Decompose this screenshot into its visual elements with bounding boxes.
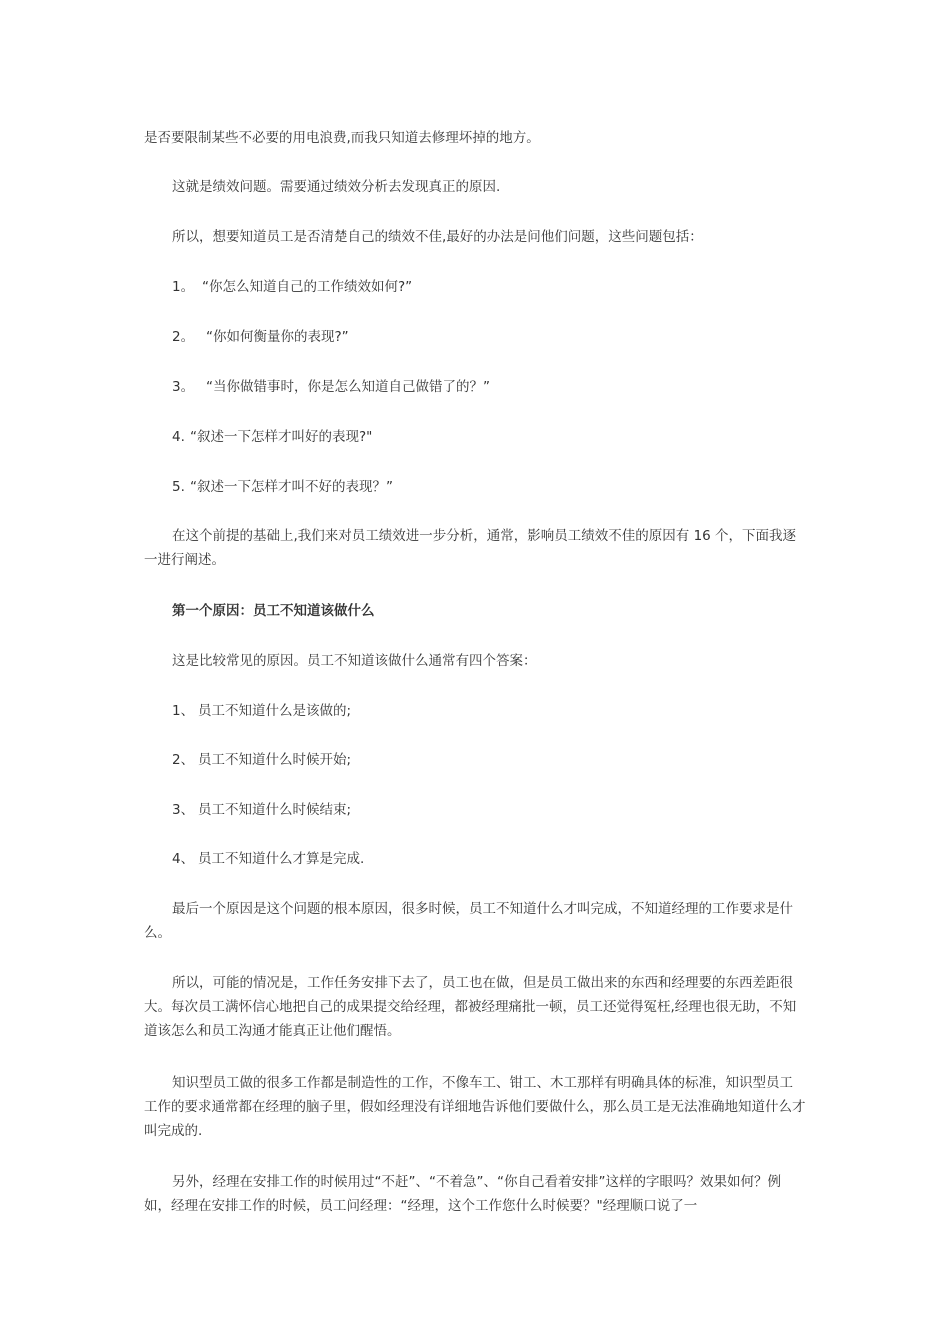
list-text: “叙述一下怎样才叫不好的表现？” <box>190 479 393 495</box>
list-number: 1、 <box>172 703 195 719</box>
list-number: 2、 <box>172 752 195 768</box>
list-text: 员工不知道什么时候开始; <box>198 752 352 768</box>
list-text: “你怎么知道自己的工作绩效如何?” <box>202 279 413 295</box>
answer-item-2 <box>172 748 806 772</box>
paragraph-knowledge-workers: 知识型员工做的很多工作都是制造性的工作，不像车工、钳工、木工那样有明确具体的标准，知识型员工工作的要求通常都在经理的脑子里，假如经理没有详细地告诉他们要做什么，那么员工是无法准确地知道什么才叫完成的. <box>144 1075 806 1139</box>
paragraph-16-reasons: 在这个前提的基础上,我们来对员工绩效进一步分析，通常，影响员工绩效不佳的原因有 16 个，下面我逐一进行阐述。 <box>144 528 797 568</box>
question-item-2 <box>172 325 806 349</box>
question-item-3 <box>172 375 806 399</box>
list-text: 员工不知道什么时候结束; <box>198 802 352 818</box>
paragraph-ask-questions: 所以，想要知道员工是否清楚自己的绩效不佳,最好的办法是问他们问题，这些问题包括： <box>172 229 703 245</box>
paragraph-gap-in-expectations: 所以，可能的情况是，工作任务安排下去了，员工也在做，但是员工做出来的东西和经理要的东西差距很大。每次员工满怀信心地把自己的成果提交给经理，都被经理痛批一顿，员工还觉得冤枉,经理也很无助，不知道该怎么和员工沟通才能真正让他们醒悟。 <box>144 975 797 1039</box>
list-text: “当你做错事时，你是怎么知道自己做错了的？” <box>206 379 490 395</box>
list-text: 员工不知道什么是该做的; <box>198 703 352 719</box>
list-number: 1。 <box>172 279 195 295</box>
section-heading-first-reason: 第一个原因：员工不知道该做什么 <box>172 603 375 619</box>
list-text: 员工不知道什么才算是完成. <box>198 851 365 867</box>
paragraph-continuation: 是否要限制某些不必要的用电浪费,而我只知道去修理坏掉的地方。 <box>144 130 540 146</box>
list-number: 4、 <box>172 851 195 867</box>
list-number: 3。 <box>172 379 195 395</box>
list-number: 3、 <box>172 802 195 818</box>
question-item-4 <box>172 425 806 449</box>
question-item-5 <box>172 475 806 499</box>
list-text: “你如何衡量你的表现?” <box>206 329 349 345</box>
answer-item-3 <box>172 798 806 822</box>
answer-item-4 <box>172 847 806 871</box>
list-number: 5. <box>172 479 185 495</box>
question-item-1 <box>172 275 806 299</box>
paragraph-root-cause: 最后一个原因是这个问题的根本原因，很多时候，员工不知道什么才叫完成，不知道经理的工作要求是什么。 <box>144 901 793 941</box>
list-number: 4. <box>172 429 185 445</box>
answer-item-1 <box>172 699 806 723</box>
paragraph-four-answers: 这是比较常见的原因。员工不知道该做什么通常有四个答案： <box>172 653 537 669</box>
list-number: 2。 <box>172 329 195 345</box>
paragraph-vague-instructions: 另外，经理在安排工作的时候用过“不赶”、“不着急”、“你自己看着安排”这样的字眼吗？效果如何？例如，经理在安排工作的时候，员工问经理：“经理，这个工作您什么时候要？"经理顺口说了一 <box>144 1174 781 1214</box>
paragraph-performance-issue: 这就是绩效问题。需要通过绩效分析去发现真正的原因. <box>172 179 501 195</box>
list-text: “叙述一下怎样才叫好的表现?" <box>190 429 373 445</box>
